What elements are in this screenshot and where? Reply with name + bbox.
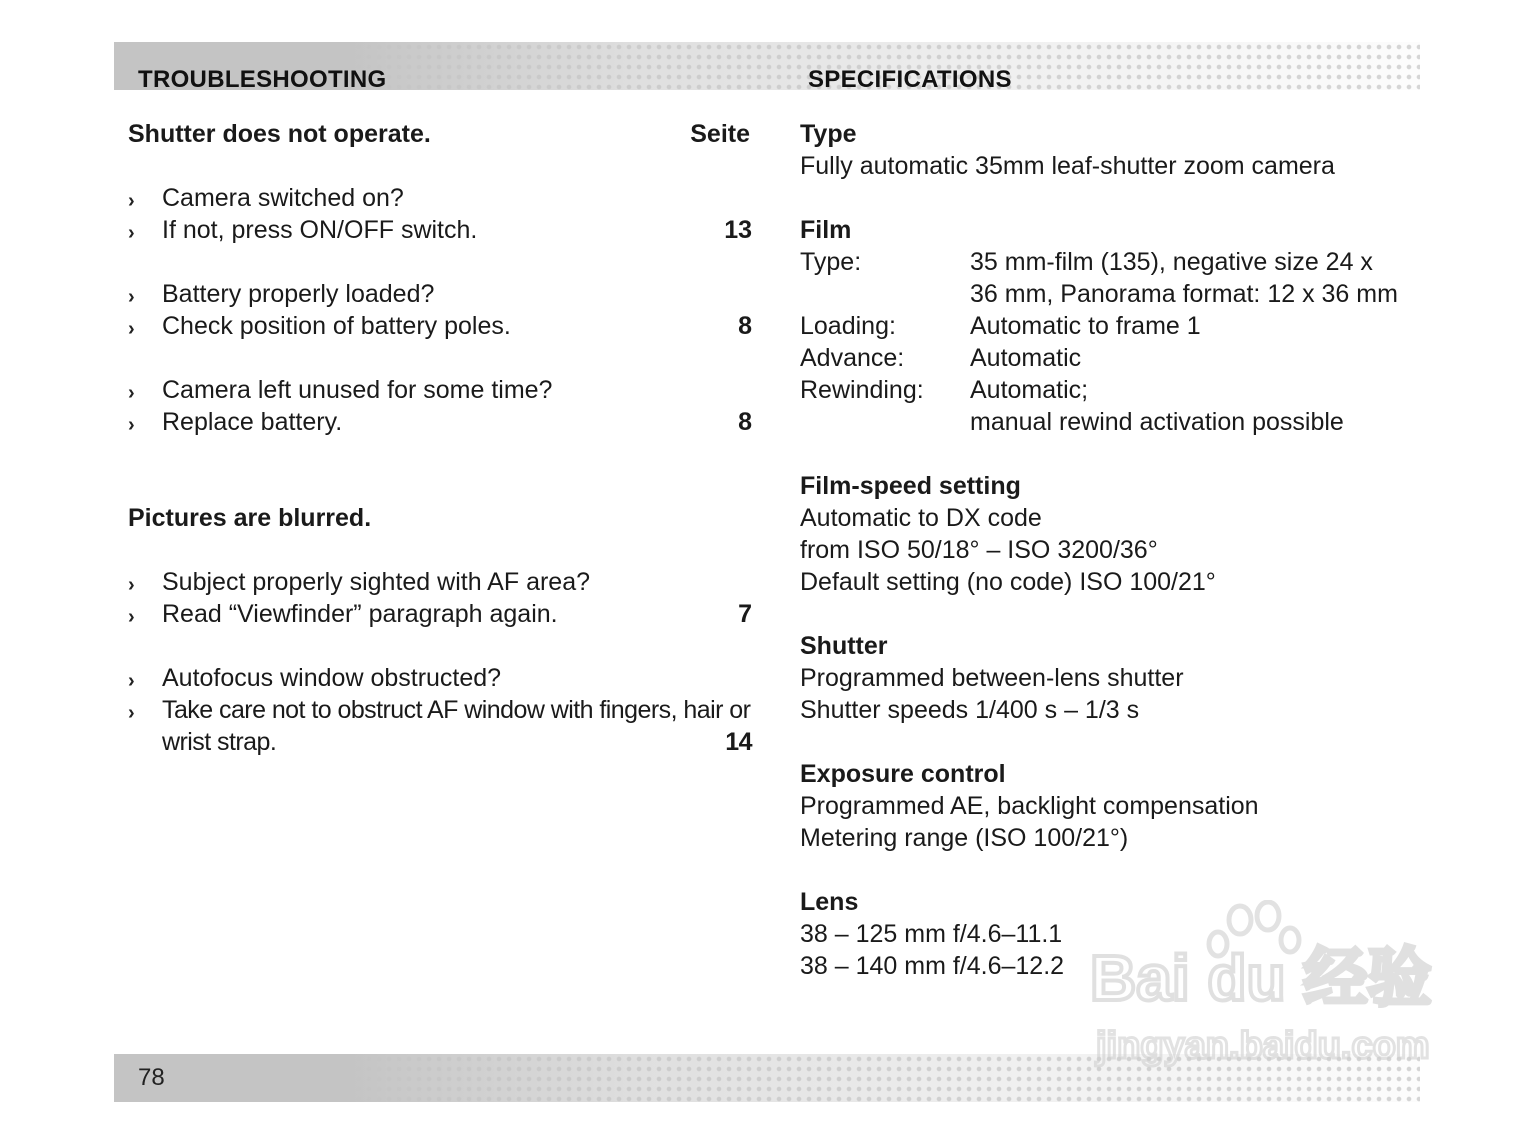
chevron-right-icon: ›: [128, 414, 135, 436]
specifications-column: [800, 118, 1440, 982]
page-reference: 8: [738, 312, 752, 340]
spec-text: from ISO 50/18° – ISO 3200/36°: [800, 536, 1158, 564]
chevron-right-icon: ›: [128, 574, 135, 596]
seite-label: Seite: [690, 120, 750, 148]
spec-text: 38 – 140 mm f/4.6–12.2: [800, 952, 1065, 980]
section-heading: Shutter does not operate. Seite: [128, 120, 750, 148]
chevron-right-icon: ›: [128, 286, 135, 308]
section-heading: Pictures are blurred.: [128, 504, 372, 532]
list-item: › Take care not to obstruct AF window with fingers, hair or wrist strap. 14: [128, 696, 752, 756]
spec-text: Programmed AE, backlight compensation: [800, 792, 1259, 820]
spec-text: Shutter speeds 1/400 s – 1/3 s: [800, 696, 1140, 724]
spec-row: manual rewind activation possible: [970, 408, 1344, 436]
page-reference: 13: [724, 216, 752, 244]
chevron-right-icon: ›: [128, 702, 135, 724]
list-item: › Check position of battery poles. 8: [128, 312, 752, 340]
spec-heading-shutter: Shutter: [800, 632, 888, 660]
spec-heading-film: Film: [800, 216, 852, 244]
list-item: › Replace battery. 8: [128, 408, 752, 436]
spec-text: Programmed between-lens shutter: [800, 664, 1184, 692]
spec-heading-film-speed: Film-speed setting: [800, 472, 1021, 500]
spec-row: Type: 35 mm-film (135), negative size 24 x: [800, 248, 1373, 276]
troubleshooting-title: TROUBLESHOOTING: [138, 66, 387, 93]
list-item: › Battery properly loaded?: [128, 280, 435, 308]
spec-row: Advance: Automatic: [800, 344, 1082, 372]
spec-text: Automatic to DX code: [800, 504, 1042, 532]
watermark-url: jingyan.baidu.com: [1096, 1025, 1430, 1067]
spec-heading-exposure: Exposure control: [800, 760, 1006, 788]
page-reference: 8: [738, 408, 752, 436]
chevron-right-icon: ›: [128, 382, 135, 404]
list-item: › Subject properly sighted with AF area?: [128, 568, 591, 596]
spec-heading-lens: Lens: [800, 888, 859, 916]
chevron-right-icon: ›: [128, 318, 135, 340]
list-item: › Camera left unused for some time?: [128, 376, 553, 404]
chevron-right-icon: ›: [128, 190, 135, 212]
spec-text: Default setting (no code) ISO 100/21°: [800, 568, 1216, 596]
troubleshooting-column: [128, 118, 762, 758]
spec-heading-type: Type: [800, 120, 857, 148]
page-reference: 7: [738, 600, 752, 628]
specifications-title: SPECIFICATIONS: [808, 66, 1012, 93]
list-item: › Read “Viewfinder” paragraph again. 7: [128, 600, 752, 628]
chevron-right-icon: ›: [128, 670, 135, 692]
list-item: › Autofocus window obstructed?: [128, 664, 502, 692]
watermark-brand: Bai du 经验: [1090, 942, 1432, 1014]
spec-text: 38 – 125 mm f/4.6–11.1: [800, 920, 1063, 948]
list-item: › If not, press ON/OFF switch. 13: [128, 216, 752, 244]
page-number: 78: [138, 1064, 165, 1091]
chevron-right-icon: ›: [128, 606, 135, 628]
footer-band: [114, 1054, 1420, 1102]
spec-row: Rewinding: Automatic;: [800, 376, 1089, 404]
spec-row: 36 mm, Panorama format: 12 x 36 mm: [970, 280, 1398, 308]
spec-row: Loading: Automatic to frame 1: [800, 312, 1201, 340]
list-item: › Camera switched on?: [128, 184, 404, 212]
page-reference: 14: [725, 728, 752, 756]
chevron-right-icon: ›: [128, 222, 135, 244]
spec-text: Metering range (ISO 100/21°): [800, 824, 1129, 852]
spec-text: Fully automatic 35mm leaf-shutter zoom camera: [800, 152, 1335, 180]
